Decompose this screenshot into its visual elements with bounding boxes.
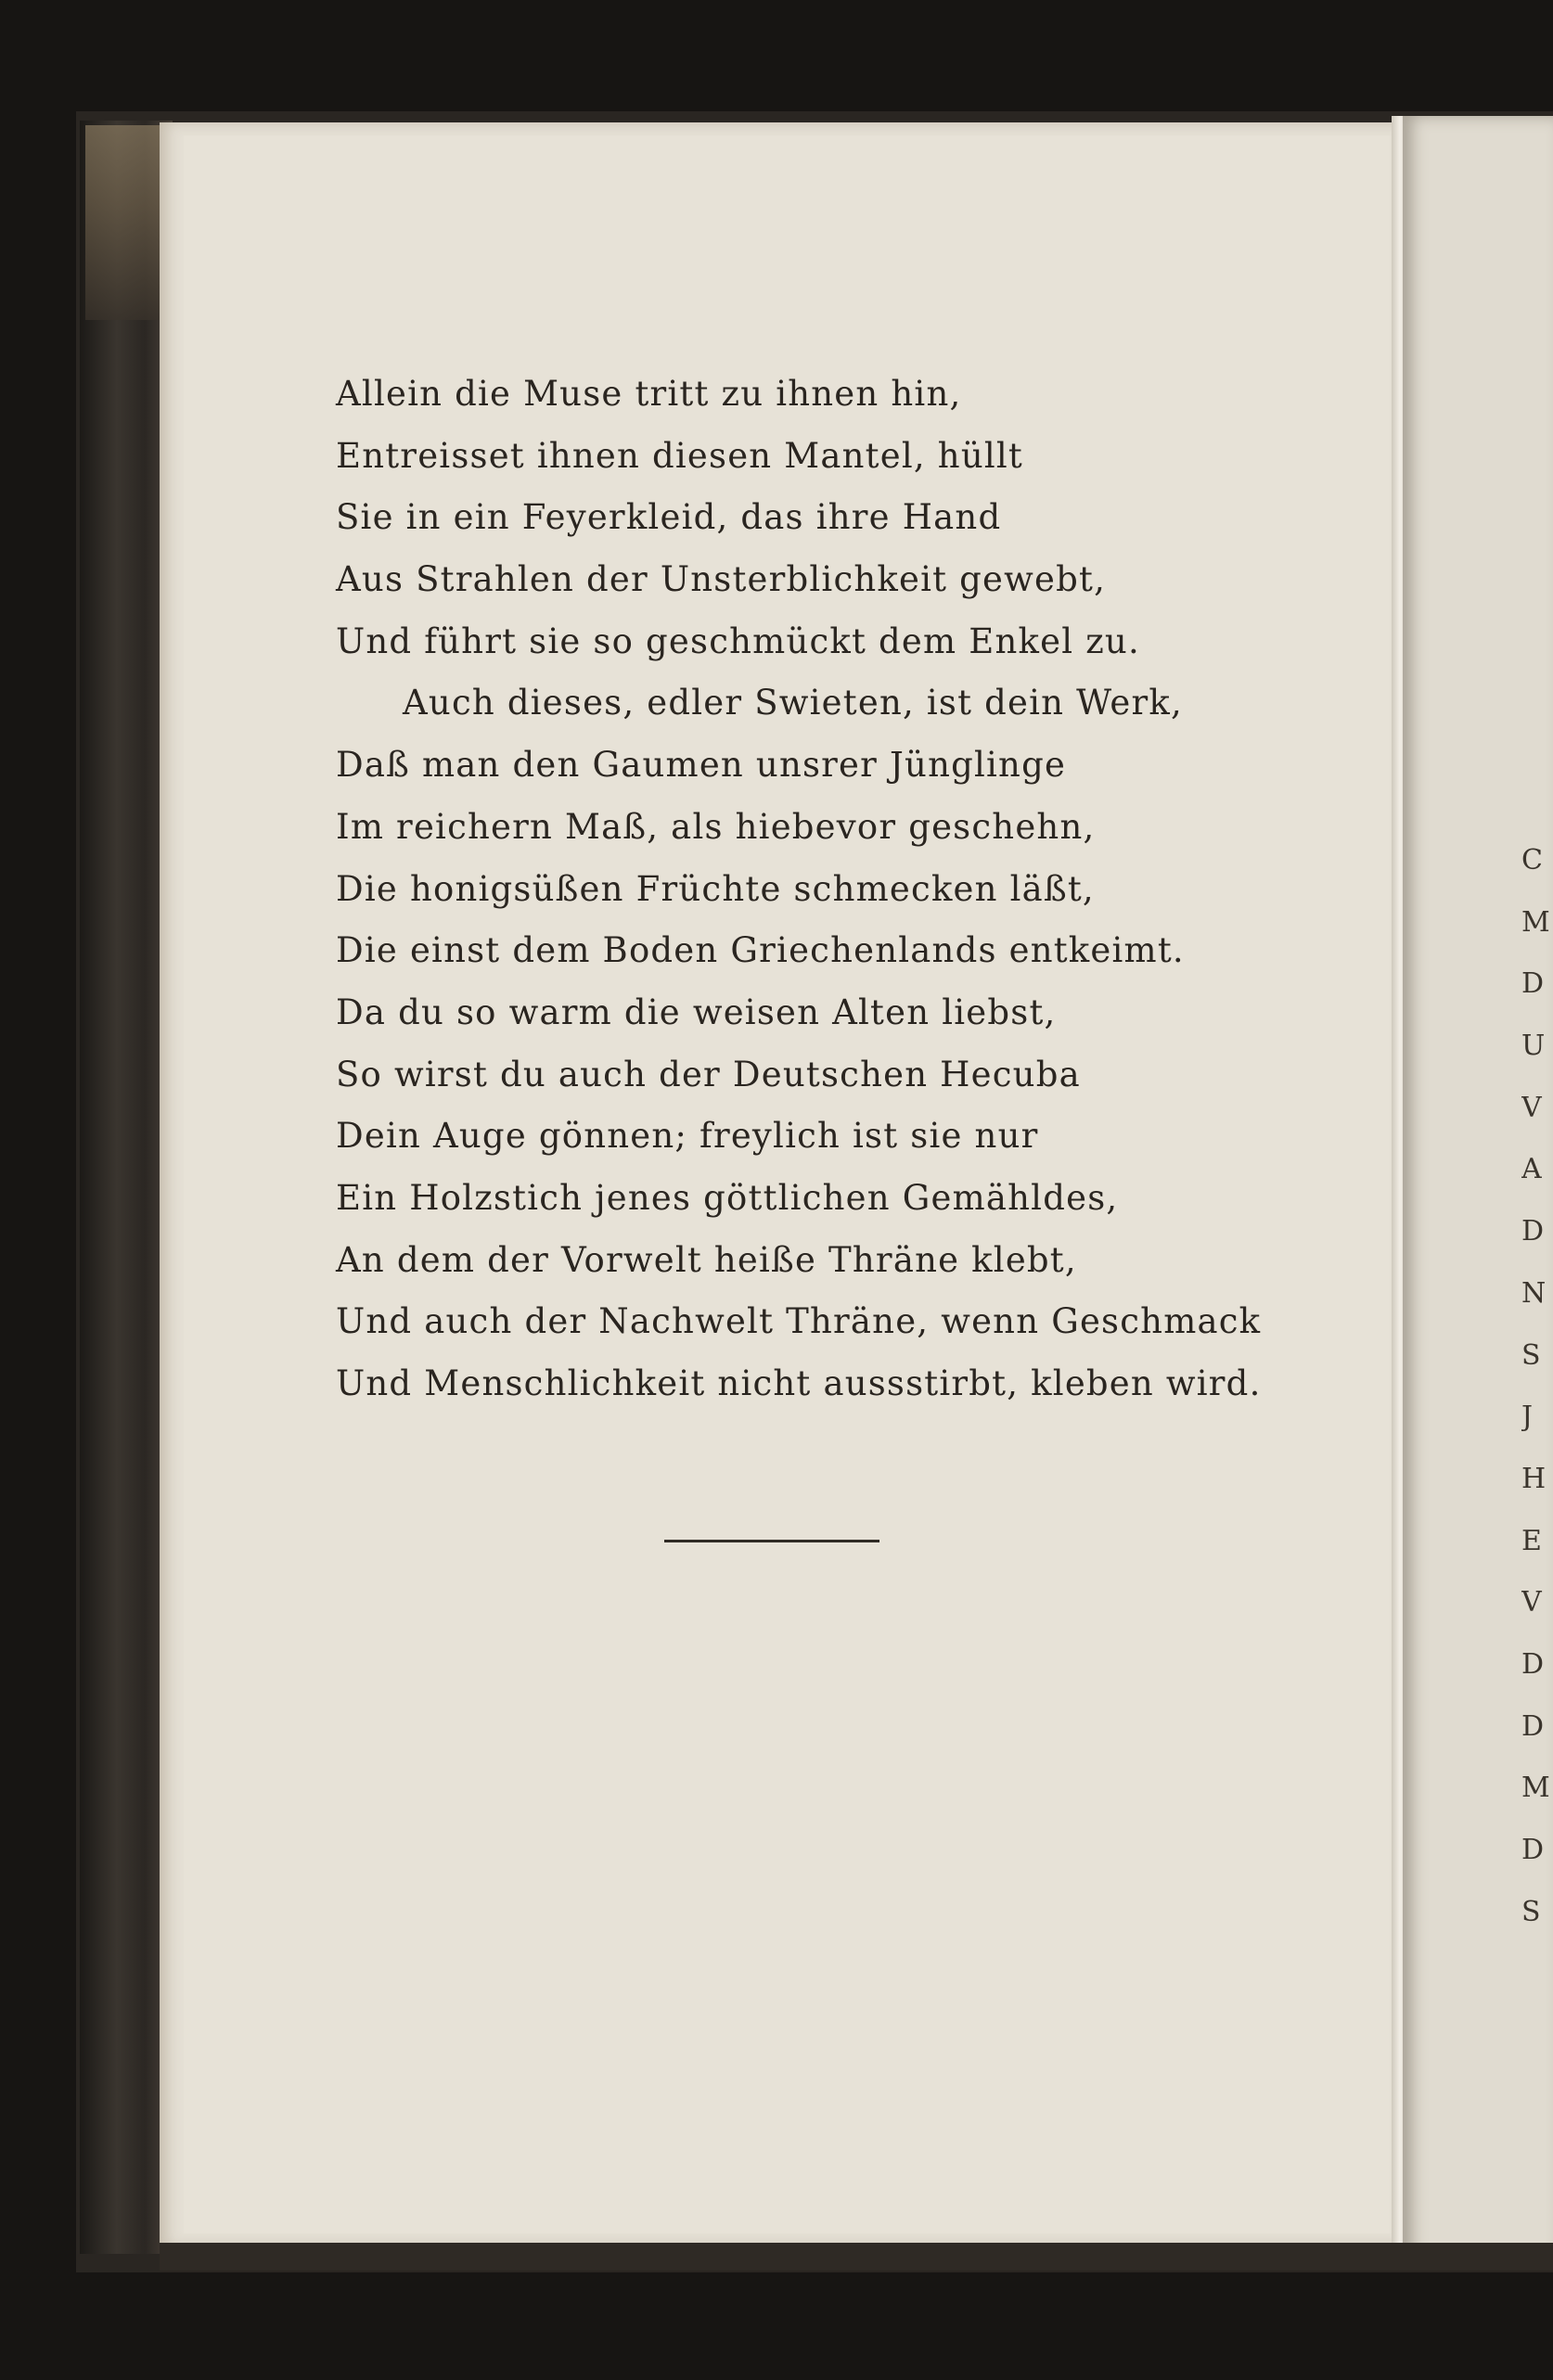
poem-line: Daß man den Gaumen unsrer Jünglinge xyxy=(336,745,1067,786)
poem-line: Die einst dem Boden Griechenlands entkeimt. xyxy=(336,930,1185,971)
poem-line: Und auch der Nachwelt Thräne, wenn Geschmack xyxy=(336,1301,1262,1342)
facing-page-glyph: U xyxy=(1521,1030,1546,1063)
section-divider-rule xyxy=(664,1540,879,1542)
poem-line: Im reichern Maß, als hiebevor geschehn, xyxy=(336,806,1096,847)
poem-line: Die honigsüßen Früchte schmecken läßt, xyxy=(336,868,1095,909)
poem-line: Entreisset ihnen diesen Mantel, hüllt xyxy=(336,435,1023,476)
facing-page-glyph: C xyxy=(1521,844,1543,877)
bottom-board-edge xyxy=(160,2243,1553,2271)
facing-page-glyph: A xyxy=(1521,1153,1542,1186)
poem-line: Und führt sie so geschmückt dem Enkel zu. xyxy=(336,621,1140,661)
facing-page-glyph: E xyxy=(1521,1524,1542,1557)
facing-page-glyph: D xyxy=(1521,1709,1545,1743)
facing-page-glyph: V xyxy=(1521,1586,1542,1619)
facing-page-glyph: M xyxy=(1521,1772,1550,1805)
poem-line: So wirst du auch der Deutschen Hecuba xyxy=(336,1054,1081,1094)
facing-page-glyph: N xyxy=(1521,1276,1547,1310)
poem-line: Dein Auge gönnen; freylich ist sie nur xyxy=(336,1116,1039,1157)
facing-page-glyph: D xyxy=(1521,1647,1545,1681)
facing-page-glyph: D xyxy=(1521,1215,1545,1248)
facing-page-text-edge xyxy=(1521,830,1553,1943)
facing-page-glyph: D xyxy=(1521,1834,1545,1866)
poem-line: Aus Strahlen der Unsterblichkeit gewebt, xyxy=(336,559,1107,600)
facing-page-glyph: V xyxy=(1521,1091,1542,1124)
facing-page-glyph: H xyxy=(1521,1462,1547,1495)
facing-page-glyph: J xyxy=(1521,1401,1534,1434)
book-spine xyxy=(80,121,173,2254)
facing-page-glyph: M xyxy=(1521,905,1550,939)
worn-spine-edge xyxy=(85,125,160,320)
facing-page-glyph: S xyxy=(1521,1895,1541,1928)
facing-page-glyph: S xyxy=(1521,1338,1541,1372)
poem-line: Ein Holzstich jenes göttlichen Gemähldes, xyxy=(336,1177,1119,1218)
poem-text xyxy=(336,364,1264,1415)
poem-line-indented: Auch dieses, edler Swieten, ist dein Werk, xyxy=(403,683,1183,723)
poem-line: Und Menschlichkeit nicht aussstirbt, kleben wird. xyxy=(336,1363,1262,1403)
poem-line: An dem der Vorwelt heiße Thräne klebt, xyxy=(336,1239,1077,1280)
facing-page-glyph: D xyxy=(1521,967,1545,1001)
poem-line: Sie in ein Feyerkleid, das ihre Hand xyxy=(336,497,1002,538)
poem-line: Da du so warm die weisen Alten liebst, xyxy=(336,992,1057,1032)
poem-line: Allein die Muse tritt zu ihnen hin, xyxy=(336,374,962,414)
